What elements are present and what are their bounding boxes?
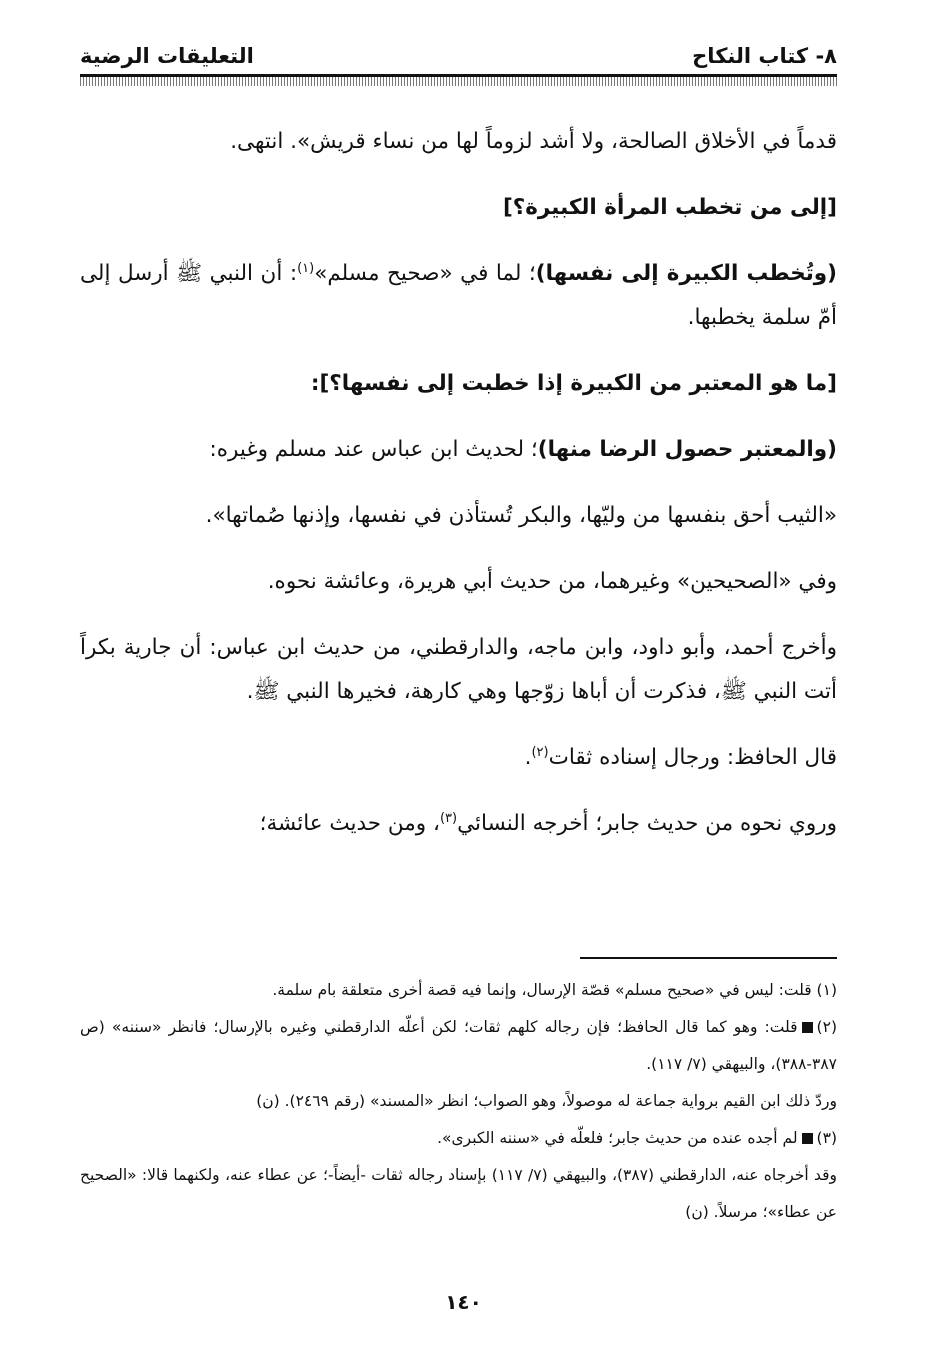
- paragraph: وفي «الصحيحين» وغيرهما، من حديث أبي هريرة، وعائشة نحوه.: [267, 569, 837, 594]
- chapter-title: ٨- كتاب النكاح: [692, 44, 837, 68]
- footnote-continuation: وردّ ذلك ابن القيم برواية جماعة له موصولاً، وهو الصواب؛ انظر «المسند» (رقم ٢٤٦٩). (ن): [256, 1092, 837, 1110]
- page-number: ١٤٠: [445, 1290, 482, 1314]
- paragraph: «الثيب أحق بنفسها من وليّها، والبكر تُستأذن في نفسها، وإذنها صُماتها».: [205, 503, 837, 528]
- paragraph: وأخرج أحمد، وأبو داود، وابن ماجه، والدارقطني، من حديث ابن عباس: أن جارية بكراً أتت النبي ﷺ، فذكرت أن أباها زوّجها وهي كارهة، فخيرها النبي ﷺ.: [80, 635, 837, 704]
- section-heading: [ما هو المعتبر من الكبيرة إذا خطبت إلى نفسها؟]:: [310, 371, 837, 396]
- footnote-text: قلت: وهو كما قال الحافظ؛ فإن رجاله كلهم ثقات؛ لكن أعلّه الدارقطني وغيره بالإرسال؛ فانظر «سننه» (ص ٣٨٧-٣٨٨)، والبيهقي (٧/ ١١٧).: [80, 1018, 837, 1073]
- footnote-text: لم أجده عنده من حديث جابر؛ فلعلّه في «سننه الكبرى».: [437, 1129, 798, 1147]
- text: ، ومن حديث عائشة؛: [259, 811, 440, 836]
- book-title: التعليقات الرضية: [80, 44, 254, 68]
- paragraph: قدماً في الأخلاق الصالحة، ولا أشد لزوماً لها من نساء قريش». انتهى.: [230, 129, 837, 154]
- paragraph: [80, 802, 837, 846]
- square-marker-icon: [802, 1022, 813, 1033]
- text: وروي نحوه من حديث جابر؛ أخرجه النسائي: [457, 811, 837, 836]
- paragraph: [80, 428, 837, 472]
- main-text: [80, 120, 837, 868]
- paragraph: [80, 252, 837, 340]
- footnote-number: (٢): [816, 1018, 837, 1036]
- footnote-ref: (٢): [531, 744, 549, 760]
- header-rule: [80, 74, 837, 86]
- matn-text: (وتُخطب الكبيرة إلى نفسها): [535, 261, 837, 286]
- square-marker-icon: [802, 1133, 813, 1144]
- footnote: [80, 1009, 837, 1083]
- footnote-number: (٣): [816, 1129, 837, 1147]
- footnote-ref: (١): [297, 260, 315, 276]
- text: قال الحافظ: ورجال إسناده ثقات: [548, 745, 837, 770]
- running-header: [80, 38, 837, 74]
- footnote: (١) قلت: ليس في «صحيح مسلم» قصّة الإرسال، وإنما فيه قصة أخرى متعلقة بام سلمة.: [272, 981, 837, 999]
- section-heading: [إلى من تخطب المرأة الكبيرة؟]: [502, 195, 837, 220]
- footnotes: [80, 972, 837, 1231]
- text: : أن النبي ﷺ أرسل إلى أمّ سلمة يخطبها.: [80, 261, 837, 330]
- footnote-continuation: وقد أخرجاه عنه، الدارقطني (٣٨٧)، والبيهقي (٧/ ١١٧) بإسناد رجاله ثقات -أيضاً-؛ عن عطاء عنه، ولكنهما قالا: «الصحيح عن عطاء»؛ مرسلاً. (ن): [80, 1166, 837, 1221]
- footnote-ref: (٣): [439, 810, 458, 826]
- text: ؛ لما في «صحيح مسلم»: [314, 261, 536, 286]
- footnote-rule: [580, 957, 837, 959]
- text: .: [524, 745, 532, 770]
- matn-text: (والمعتبر حصول الرضا منها): [537, 437, 837, 462]
- text: ؛ لحديث ابن عباس عند مسلم وغيره:: [209, 437, 538, 462]
- footnote: [80, 1120, 837, 1157]
- paragraph: [80, 736, 837, 780]
